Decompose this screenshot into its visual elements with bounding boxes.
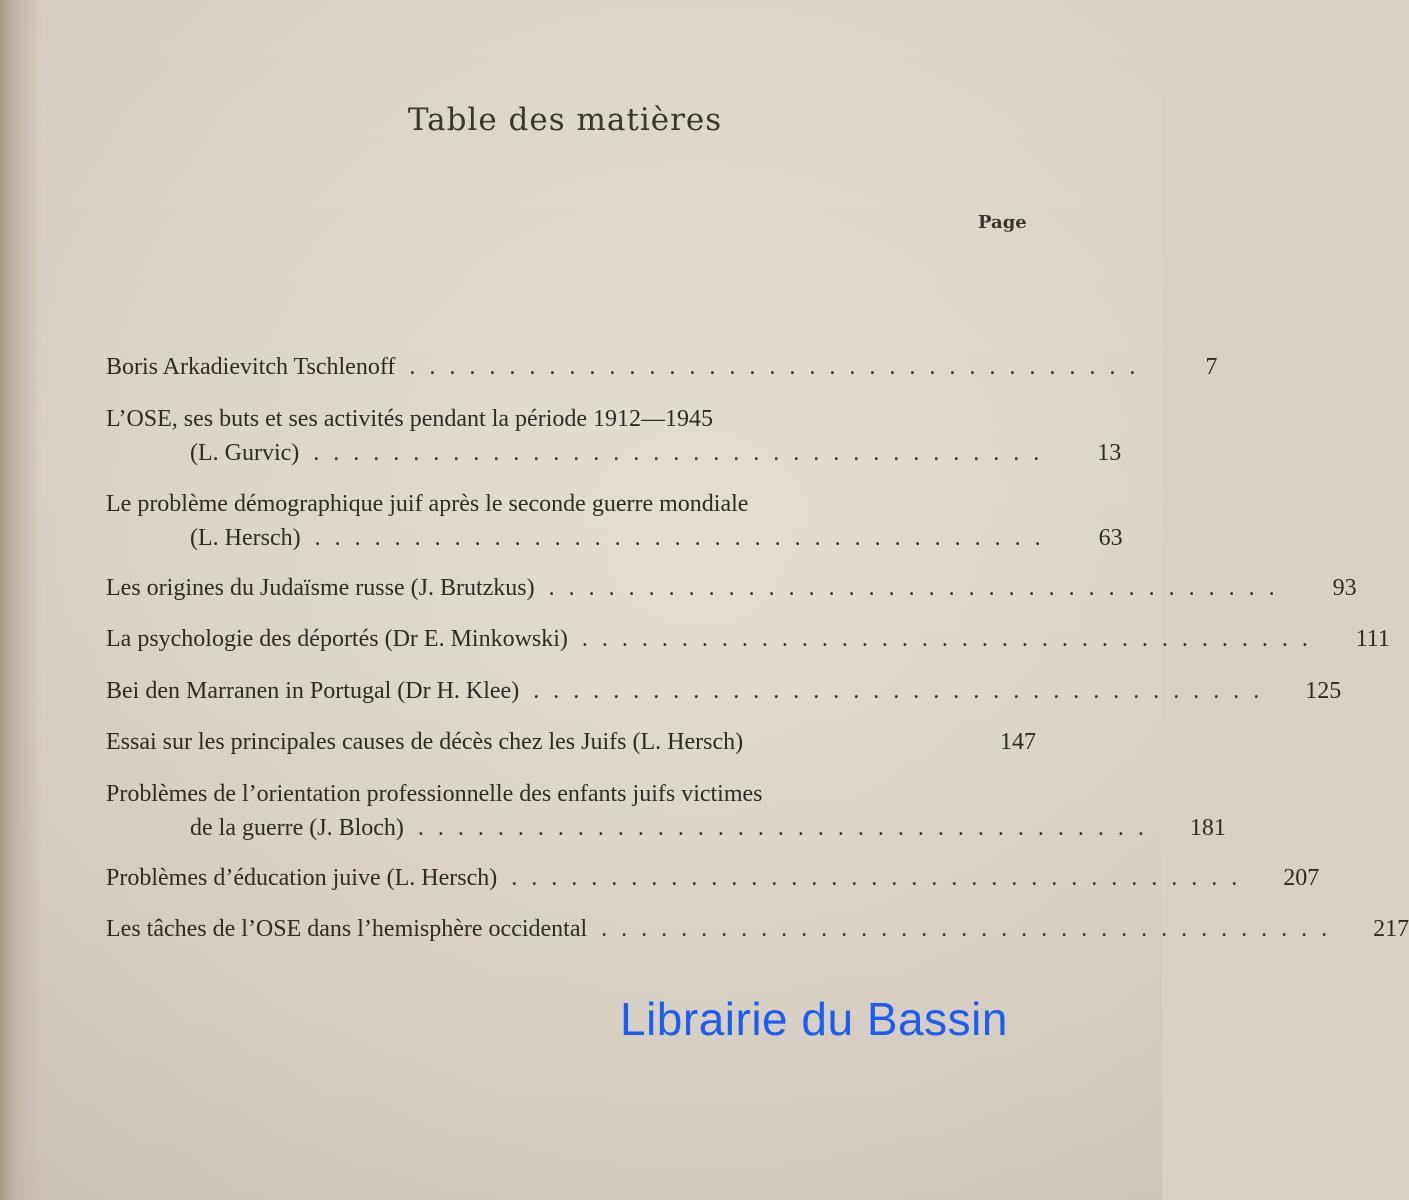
toc-entry	[106, 777, 1226, 845]
toc-entry-page: 217	[1373, 916, 1409, 942]
spine-shadow	[0, 0, 42, 1200]
dot-leader: .....................................	[314, 525, 1055, 551]
toc-entry	[106, 725, 1036, 759]
page-title: Table des matières	[407, 102, 723, 138]
dot-leader: .....................................	[511, 865, 1252, 891]
toc-entry-title: Essai sur les principales causes de décès chez les Juifs (L. Hersch)	[106, 729, 744, 755]
toc-entry-title: Problèmes d’éducation juive (L. Hersch)	[106, 865, 498, 891]
dot-leader: .....................................	[417, 815, 1158, 841]
toc-entry-title: L’OSE, ses buts et ses activités pendant la période 1912—1945	[106, 406, 714, 432]
toc-entry-title-continued: de la guerre (J. Bloch)	[190, 815, 404, 841]
toc-entry	[106, 350, 1218, 384]
dot-leader: .....................................	[601, 916, 1342, 942]
toc-entry-title: Boris Arkadievitch Tschlenoff	[106, 354, 396, 380]
toc-entry-page: 181	[1189, 815, 1226, 841]
toc-entry-page: 125	[1305, 678, 1342, 704]
toc-entry-title: La psychologie des déportés (Dr E. Minkowski)	[106, 626, 568, 652]
dot-leader: .....................................	[533, 678, 1274, 704]
toc-entry	[106, 571, 1357, 605]
toc-entry-title: Les origines du Judaïsme russe (J. Brutzkus)	[106, 575, 535, 601]
toc-entry-page: 93	[1332, 575, 1357, 601]
toc-entry-title-continued: (L. Gurvic)	[190, 440, 300, 466]
toc-entry	[106, 674, 1342, 708]
toc-entry-page: 63	[1098, 525, 1123, 551]
toc-entry-title: Le problème démographique juif après le seconde guerre mondiale	[106, 491, 749, 517]
toc-entry-page: 147	[1000, 729, 1036, 755]
toc-entry-title: Problèmes de l’orientation professionnelle des enfants juifs victimes	[106, 781, 763, 807]
toc-entry	[106, 861, 1320, 895]
watermark-text: Librairie du Bassin	[620, 993, 1008, 1045]
page-column-header: Page	[978, 212, 1027, 233]
toc-entry-page: 111	[1355, 626, 1390, 652]
dot-leader: .....................................	[409, 354, 1150, 380]
toc-entry	[106, 622, 1390, 656]
toc-entry-title: Les tâches de l’OSE dans l’hemisphère occidental	[106, 916, 588, 942]
toc-entry	[106, 402, 1122, 470]
toc-entry-title: Bei den Marranen in Portugal (Dr H. Klee)	[106, 678, 520, 704]
toc-entry-page: 13	[1097, 440, 1122, 466]
dot-leader: .....................................	[548, 575, 1289, 601]
dot-leader: .....................................	[313, 440, 1054, 466]
toc-entry-page: 207	[1283, 865, 1320, 891]
toc-entry	[106, 912, 1409, 946]
toc-entry-title-continued: (L. Hersch)	[190, 525, 301, 551]
toc-entry	[106, 487, 1123, 555]
toc-entry-page: 7	[1205, 354, 1218, 380]
dot-leader: .....................................	[581, 626, 1322, 652]
